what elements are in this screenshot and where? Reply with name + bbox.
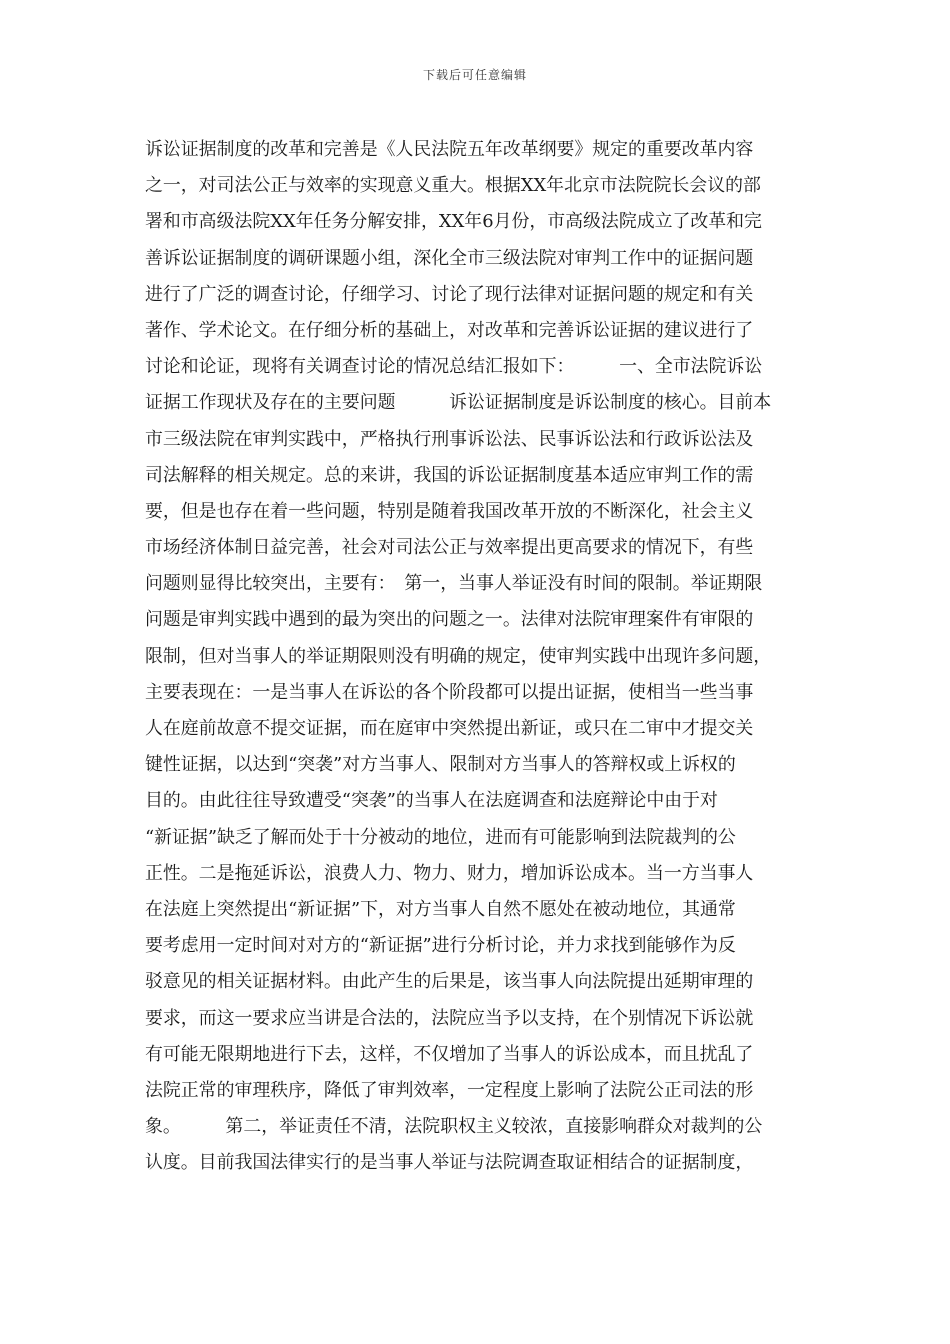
text-line: 市场经济体制日益完善，社会对司法公正与效率提出更高要求的情况下，有些: [145, 537, 754, 559]
text-line: 在法庭上突然提出“新证据”下，对方当事人自然不愿处在被动地位，其通常: [145, 898, 736, 920]
text-line: 署和市高级法院XX年任务分解安排，XX年6月份，市高级法院成立了改革和完: [145, 211, 762, 233]
text-line: 目的。由此往往导致遭受“突袭”的当事人在法庭调查和法庭辩论中由于对: [145, 790, 718, 812]
text-line: 要，但是也存在着一些问题，特别是随着我国改革开放的不断深化，社会主义: [145, 500, 754, 522]
text-line: 之一，对司法公正与效率的实现意义重大。根据XX年北京市法院院长会议的部: [145, 175, 761, 197]
text-line: 要考虑用一定时间对对方的“新证据”进行分析讨论，并力求找到能够作为反: [145, 935, 736, 957]
text-line: 问题则显得比较突出，主要有： 第一，当事人举证没有时间的限制。举证期限: [145, 573, 763, 595]
text-line: 司法解释的相关规定。总的来讲，我国的诉讼证据制度基本适应审判工作的需: [145, 464, 754, 486]
text-line: 键性证据，以达到“突袭”对方当事人、限制对方当事人的答辩权或上诉权的: [145, 754, 736, 776]
text-line: 善诉讼证据制度的调研课题小组，深化全市三级法院对审判工作中的证据问题: [145, 247, 754, 269]
page-header: 下载后可任意编辑: [422, 68, 527, 82]
body-paragraph: [145, 132, 817, 1181]
text-line: 主要表现在：一是当事人在诉讼的各个阶段都可以提出证据，使相当一些当事: [145, 681, 754, 703]
text-line: 法院正常的审理秩序，降低了审判效率，一定程度上影响了法院公正司法的形: [145, 1079, 754, 1101]
text-line: 进行了广泛的调查讨论，仔细学习、讨论了现行法律对证据问题的规定和有关: [145, 283, 754, 305]
text-line: 讨论和论证，现将有关调查讨论的情况总结汇报如下： 一、全市法院诉讼: [145, 356, 763, 378]
text-line: “新证据”缺乏了解而处于十分被动的地位，进而有可能影响到法院裁判的公: [145, 826, 736, 848]
text-line: 驳意见的相关证据材料。由此产生的后果是，该当事人向法院提出延期审理的: [145, 971, 754, 993]
text-line: 证据工作现状及存在的主要问题 诉讼证据制度是诉讼制度的核心。目前本: [145, 392, 772, 414]
text-line: 诉讼证据制度的改革和完善是《人民法院五年改革纲要》规定的重要改革内容: [145, 139, 754, 160]
text-line: 认度。目前我国法律实行的是当事人举证与法院调查取证相结合的证据制度，: [145, 1152, 754, 1174]
text-line: 限制，但对当事人的举证期限则没有明确的规定，使审判实践中出现许多问题，: [145, 645, 772, 667]
text-line: 有可能无限期地进行下去，这样，不仅增加了当事人的诉讼成本，而且扰乱了: [145, 1043, 754, 1065]
text-line: 正性。二是拖延诉讼，浪费人力、物力、财力，增加诉讼成本。当一方当事人: [145, 862, 754, 884]
text-line: 象。 第二，举证责任不清，法院职权主义较浓，直接影响群众对裁判的公: [145, 1116, 763, 1138]
text-line: 市三级法院在审判实践中，严格执行刑事诉讼法、民事诉讼法和行政诉讼法及: [145, 428, 754, 450]
text-line: 问题是审判实践中遇到的最为突出的问题之一。法律对法院审理案件有审限的: [145, 609, 754, 631]
text-line: 人在庭前故意不提交证据，而在庭审中突然提出新证，或只在二审中才提交关: [145, 718, 754, 739]
text-line: 著作、学术论文。在仔细分析的基础上，对改革和完善诉讼证据的建议进行了: [145, 319, 754, 341]
text-line: 要求，而这一要求应当讲是合法的，法院应当予以支持，在个别情况下诉讼就: [145, 1007, 754, 1029]
